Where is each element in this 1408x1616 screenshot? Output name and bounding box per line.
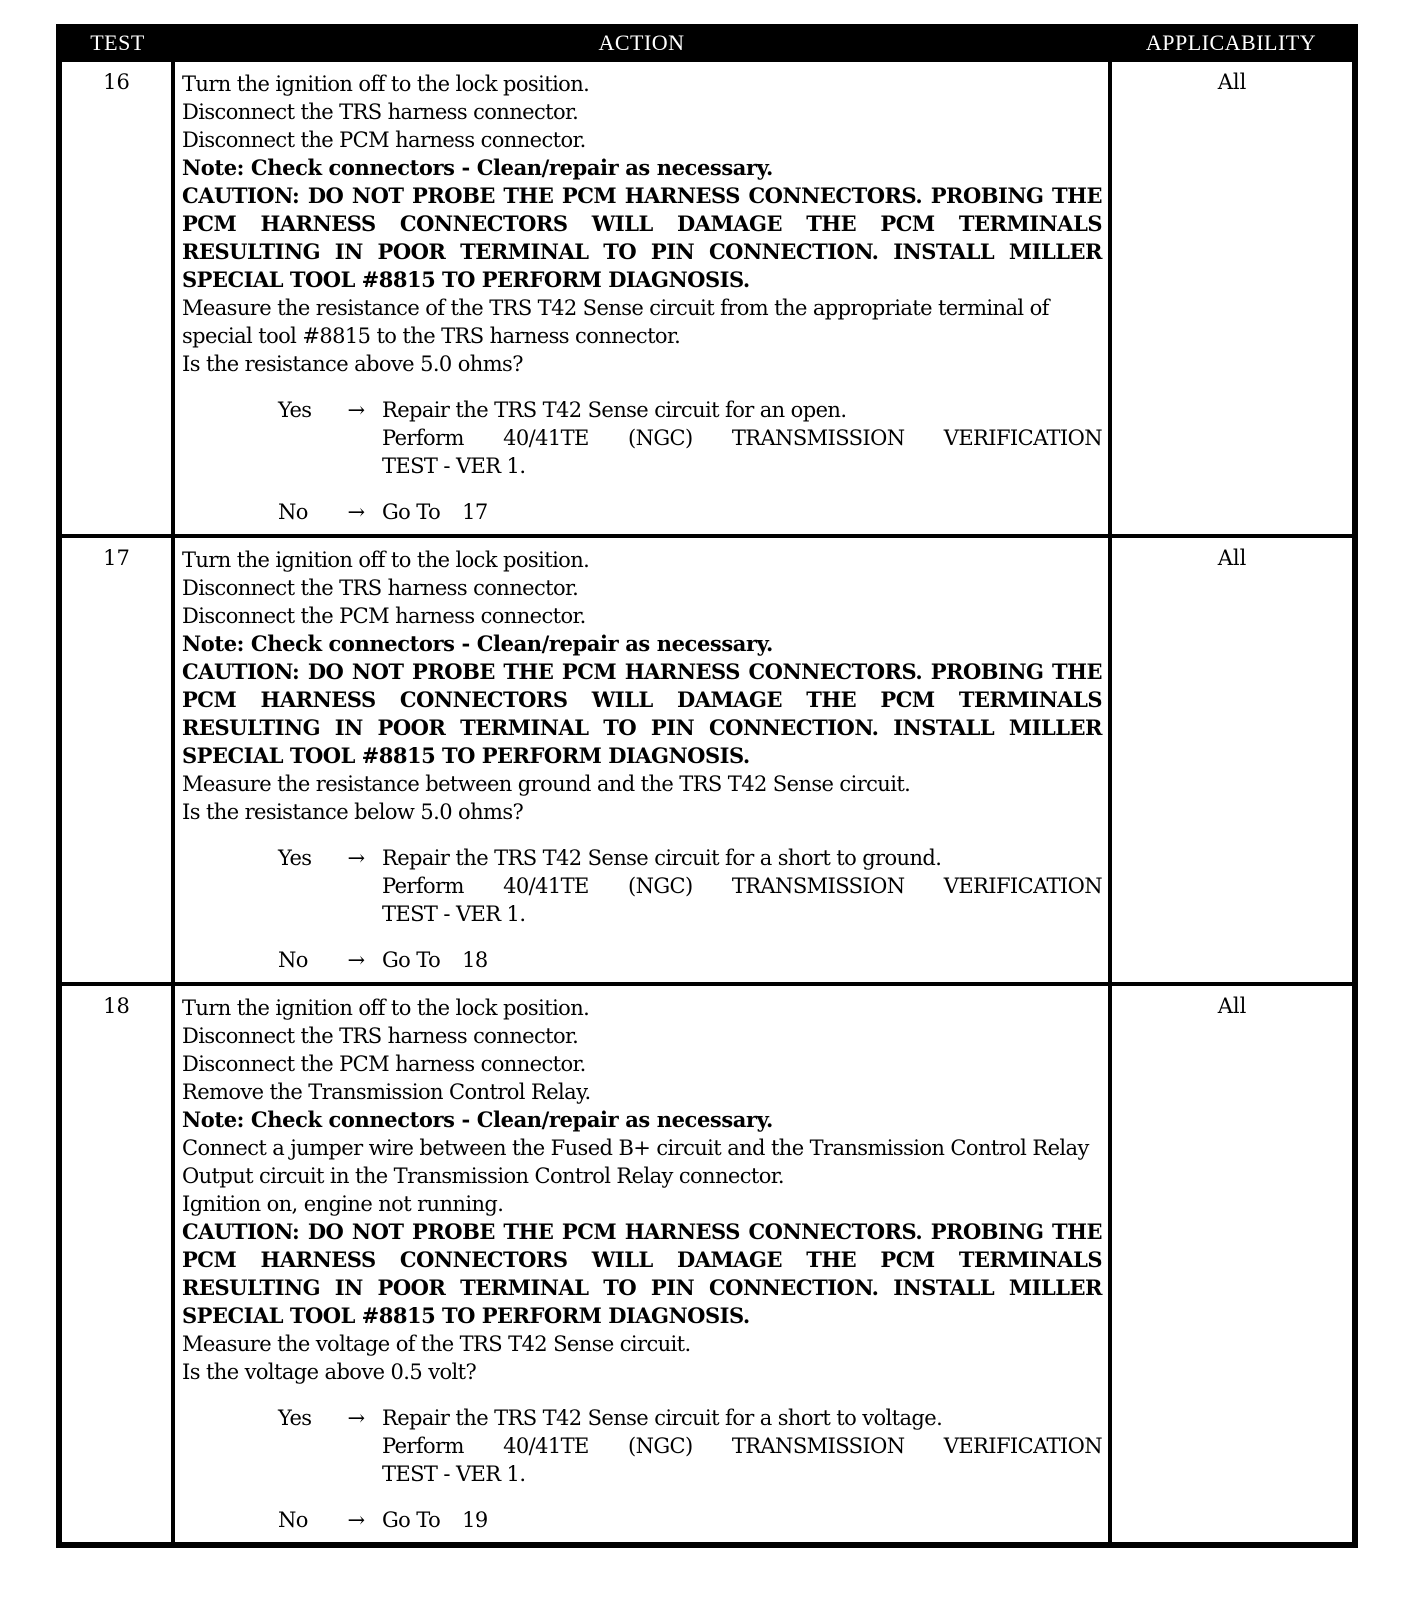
- measure-instruction: Measure the resistance of the TRS T42 Sense circuit from the appropriate terminal of special tool #8815 to the TRS harness connector.: [182, 296, 1049, 348]
- yes-action-text: Repair the TRS T42 Sense circuit for a short to voltage.: [382, 1406, 943, 1430]
- note-text: Note: Check connectors - Clean/repair as necessary.: [182, 155, 773, 180]
- header-test: TEST: [59, 24, 173, 62]
- arrow-icon: →: [347, 1406, 365, 1430]
- goto-test-link[interactable]: 18: [462, 948, 488, 972]
- caution-text: CAUTION: DO NOT PROBE THE PCM HARNESS CONNECTORS. PROBING THE PCM HARNESS CONNECTORS WILL DAMAGE THE PCM TERMINALS RESULTING IN POOR TERMINAL TO PIN CONNECTION. INSTALL MILLER SPECIAL TOOL #8815 TO PERFORM DIAGNOSIS.: [182, 183, 1102, 292]
- yes-label: Yes: [278, 846, 312, 870]
- action-step: Disconnect the PCM harness connector.: [182, 604, 586, 628]
- arrow-icon: →: [347, 398, 365, 422]
- no-label: No: [278, 500, 308, 524]
- caution-text: CAUTION: DO NOT PROBE THE PCM HARNESS CONNECTORS. PROBING THE PCM HARNESS CONNECTORS WILL DAMAGE THE PCM TERMINALS RESULTING IN POOR TERMINAL TO PIN CONNECTION. INSTALL MILLER SPECIAL TOOL #8815 TO PERFORM DIAGNOSIS.: [182, 1219, 1102, 1328]
- test-number: 16: [59, 62, 173, 536]
- action-cell: [173, 536, 1110, 984]
- note-text: Note: Check connectors - Clean/repair as necessary.: [182, 631, 773, 656]
- verification-test-name: TEST - VER 1.: [382, 454, 526, 478]
- arrow-icon: →: [347, 500, 365, 524]
- test-number: 18: [59, 984, 173, 1545]
- goto-test-link[interactable]: 19: [462, 1508, 488, 1532]
- arrow-icon: →: [347, 1508, 365, 1532]
- action-step: Disconnect the TRS harness connector.: [182, 576, 579, 600]
- question-text: Is the resistance below 5.0 ohms?: [182, 800, 524, 824]
- applicability-value: All: [1110, 536, 1355, 984]
- applicability-value: All: [1110, 984, 1355, 1545]
- measure-instruction: Measure the resistance between ground and the TRS T42 Sense circuit.: [182, 772, 911, 796]
- ignition-instruction: Ignition on, engine not running.: [182, 1192, 504, 1216]
- goto-text: Go To: [382, 948, 441, 972]
- action-step: Turn the ignition off to the lock position.: [182, 548, 590, 572]
- verification-test-text: Perform 40/41TE (NGC) TRANSMISSION VERIFICATION: [382, 426, 1102, 450]
- table-row-test-16: [59, 62, 1355, 536]
- verification-test-text: Perform 40/41TE (NGC) TRANSMISSION VERIFICATION: [382, 1434, 1102, 1458]
- action-step: Disconnect the TRS harness connector.: [182, 1024, 579, 1048]
- applicability-value: All: [1217, 70, 1247, 94]
- note-text: Note: Check connectors - Clean/repair as necessary.: [182, 1107, 773, 1132]
- question-text: Is the voltage above 0.5 volt?: [182, 1360, 477, 1384]
- action-cell: [173, 62, 1110, 536]
- yes-label: Yes: [278, 398, 312, 422]
- no-label: No: [278, 948, 308, 972]
- yes-action-text: Repair the TRS T42 Sense circuit for a short to ground.: [382, 846, 942, 870]
- verification-test-text: Perform 40/41TE (NGC) TRANSMISSION VERIFICATION: [382, 874, 1102, 898]
- action-cell: [173, 984, 1110, 1545]
- goto-test-link[interactable]: 17: [462, 500, 488, 524]
- yes-label: Yes: [278, 1406, 312, 1430]
- arrow-icon: →: [347, 948, 365, 972]
- action-step: Turn the ignition off to the lock position.: [182, 996, 590, 1020]
- yes-action-text: Repair the TRS T42 Sense circuit for an open.: [382, 398, 847, 422]
- test-number: 17: [59, 536, 173, 984]
- action-step: Turn the ignition off to the lock position.: [182, 72, 590, 96]
- yes-result: [278, 396, 1102, 480]
- caution-text: CAUTION: DO NOT PROBE THE PCM HARNESS CONNECTORS. PROBING THE PCM HARNESS CONNECTORS WILL DAMAGE THE PCM TERMINALS RESULTING IN POOR TERMINAL TO PIN CONNECTION. INSTALL MILLER SPECIAL TOOL #8815 TO PERFORM DIAGNOSIS.: [182, 659, 1102, 768]
- jumper-instruction: Connect a jumper wire between the Fused B+ circuit and the Transmission Control Relay Output circuit in the Transmission Control Relay connector.: [182, 1136, 1089, 1188]
- action-step: Disconnect the PCM harness connector.: [182, 128, 586, 152]
- table-header-row: [59, 24, 1355, 62]
- no-result: [278, 498, 1102, 526]
- no-label: No: [278, 1508, 308, 1532]
- yes-result: [278, 1404, 1102, 1488]
- diagnostic-test-table: [56, 24, 1358, 1548]
- action-step: Disconnect the PCM harness connector.: [182, 1052, 586, 1076]
- yes-result: [278, 844, 1102, 928]
- diagnostic-page: [56, 24, 1352, 1548]
- header-action: ACTION: [173, 24, 1110, 62]
- table-row-test-17: [59, 536, 1355, 984]
- arrow-icon: →: [347, 846, 365, 870]
- verification-test-name: TEST - VER 1.: [382, 902, 526, 926]
- table-row-test-18: [59, 984, 1355, 1545]
- measure-instruction: Measure the voltage of the TRS T42 Sense circuit.: [182, 1332, 691, 1356]
- action-step: Disconnect the TRS harness connector.: [182, 100, 579, 124]
- no-result: [278, 946, 1102, 974]
- verification-test-name: TEST - VER 1.: [382, 1462, 526, 1486]
- no-result: [278, 1506, 1102, 1534]
- goto-text: Go To: [382, 500, 441, 524]
- header-applicability: APPLICABILITY: [1110, 24, 1355, 62]
- goto-text: Go To: [382, 1508, 441, 1532]
- action-step: Remove the Transmission Control Relay.: [182, 1080, 591, 1104]
- question-text: Is the resistance above 5.0 ohms?: [182, 352, 523, 376]
